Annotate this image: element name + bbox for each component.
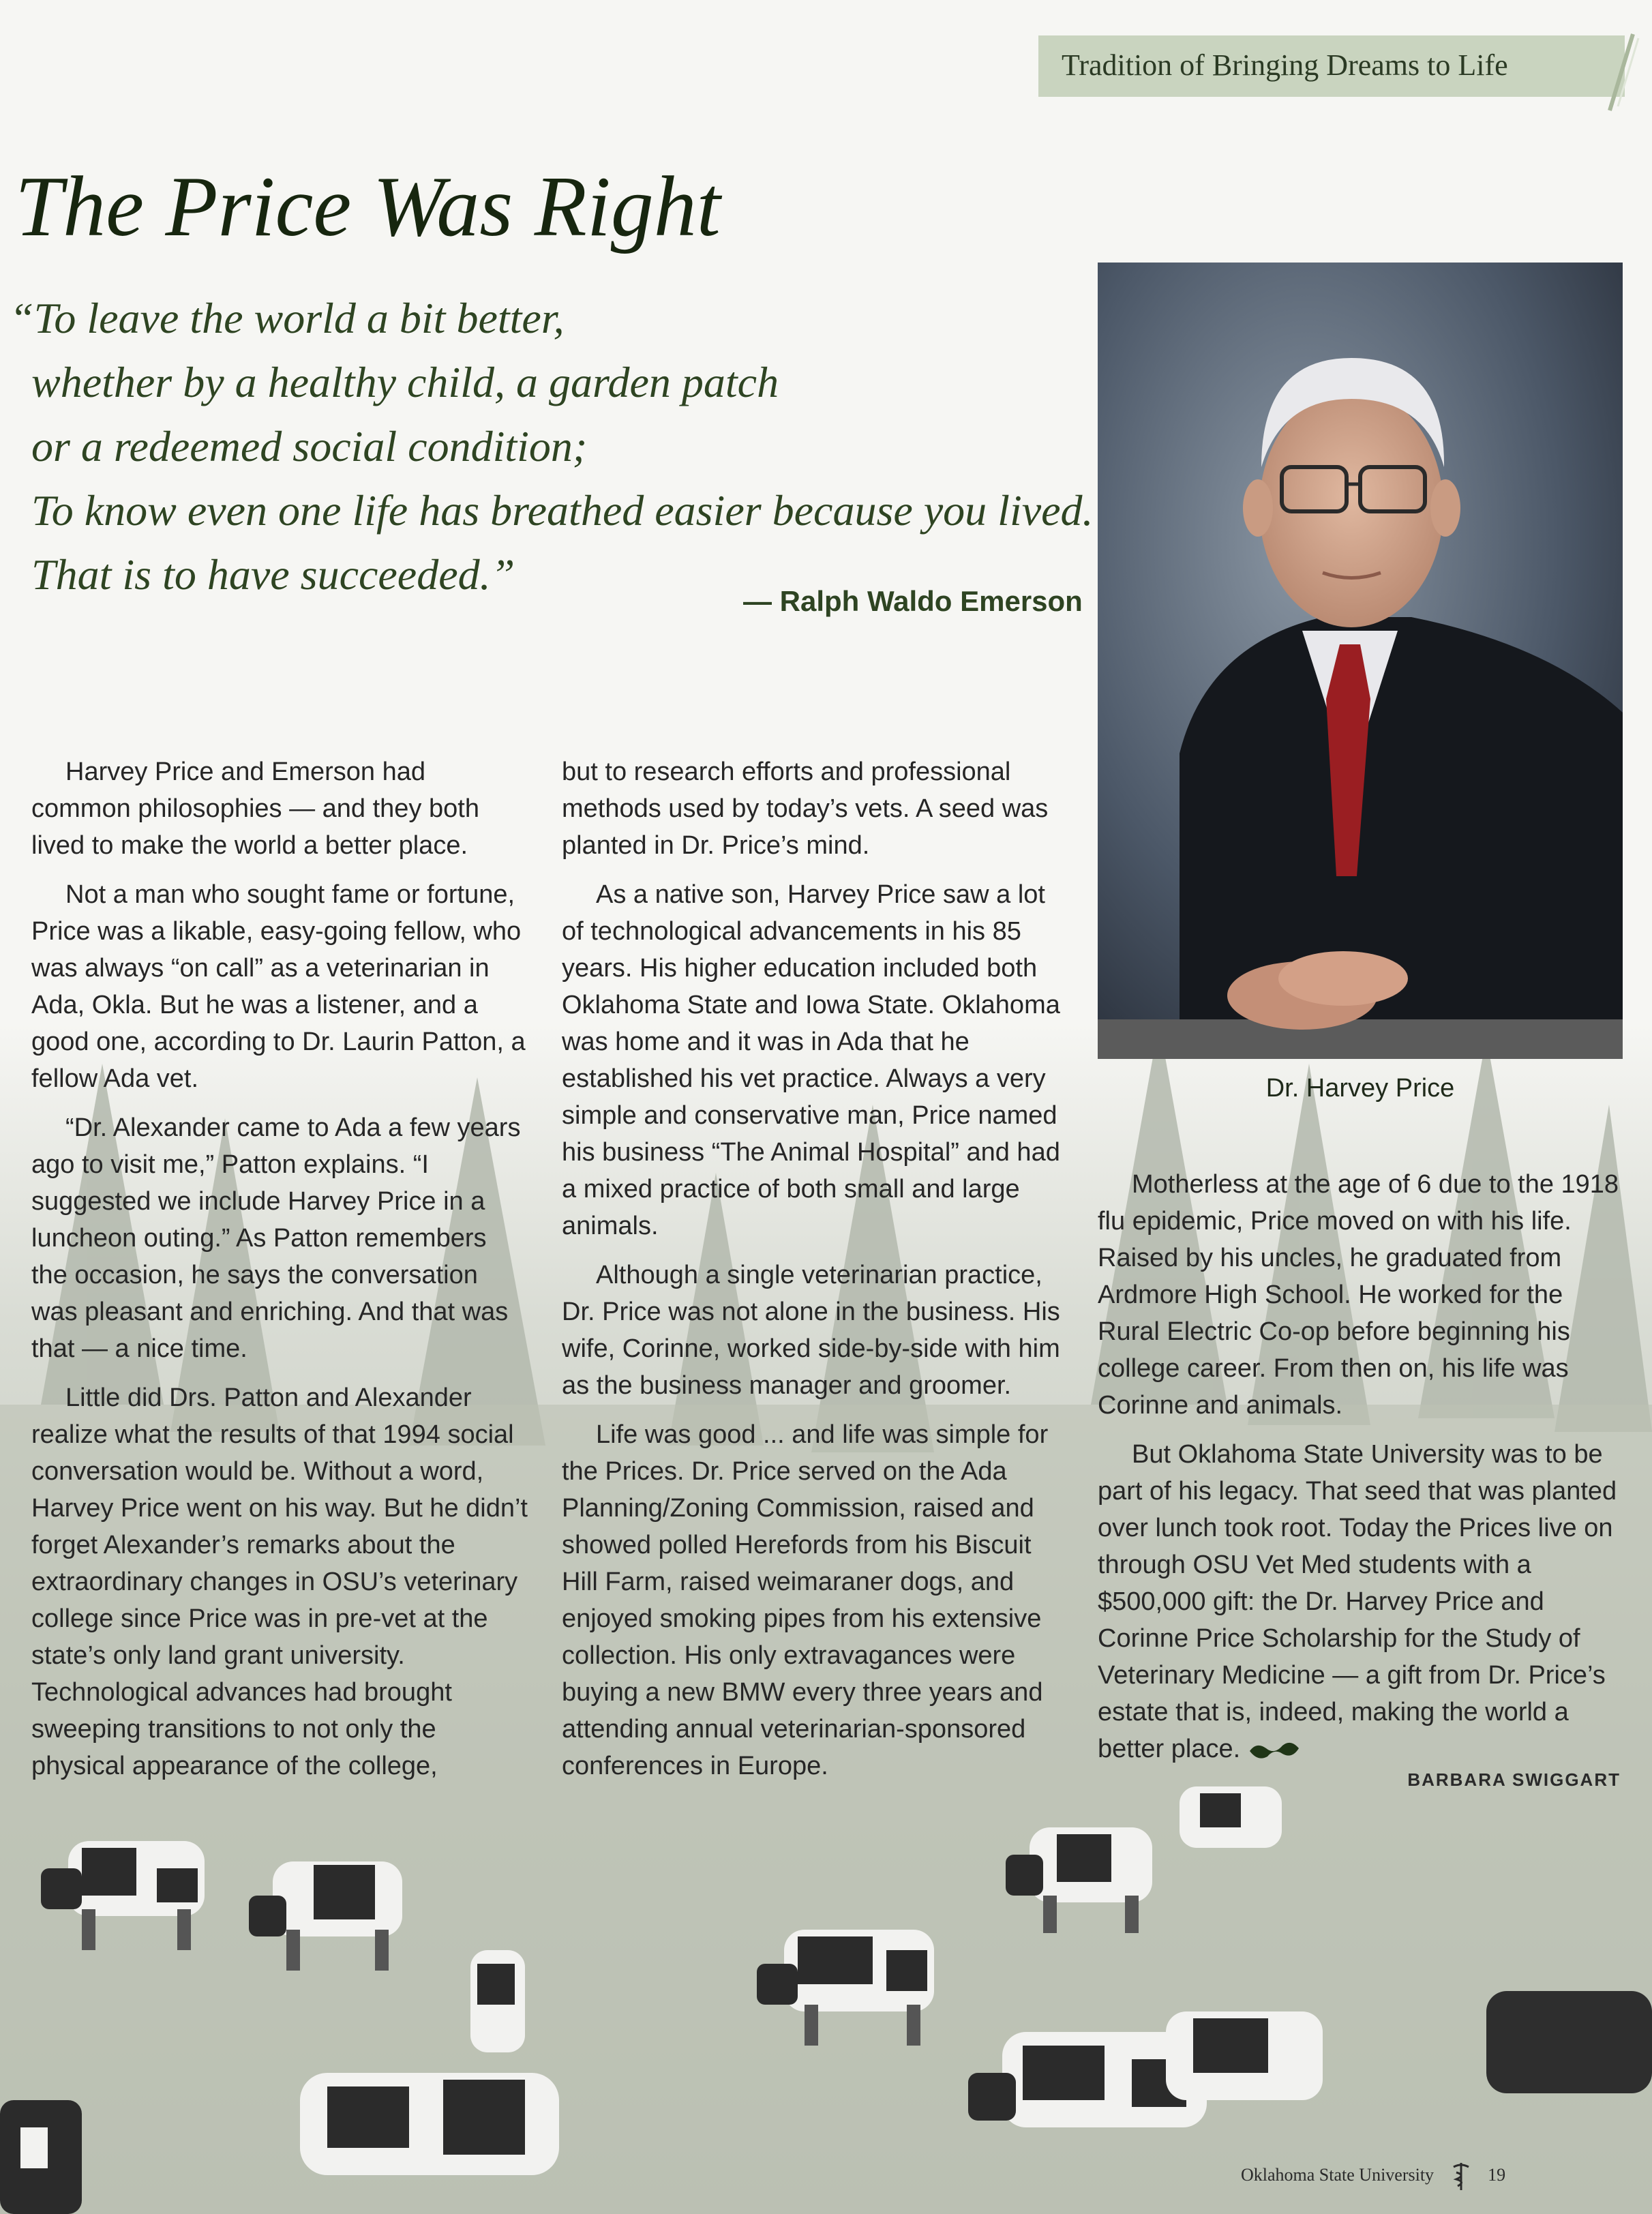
paragraph: Harvey Price and Emerson had common philosophies — and they both lived to make the world a better place. [31, 758, 479, 860]
quote-attribution: — Ralph Waldo Emerson [743, 585, 1083, 617]
paragraph: Although a single veterinarian practice, Dr. Price was not alone in the business. His wife, Corinne, worked side-by-side with him as the business manager and groomer. [562, 1261, 1060, 1400]
article-column-1 [31, 753, 529, 1797]
section-tag-bar [1038, 35, 1625, 97]
paragraph: “Dr. Alexander came to Ada a few years ago to visit me,” Patton explains. “I suggested we include Harvey Price in a luncheon outing.” As Patton remembers the occasion, he says the conversation was pleasant and enriching. And that was that — a nice time. [31, 1113, 521, 1363]
quote-line: or a redeemed social condition; [31, 422, 588, 470]
slash-ornament-icon [1597, 31, 1645, 113]
quote-line: whether by a healthy child, a garden patch [31, 358, 779, 406]
paragraph: Not a man who sought fame or fortune, Price was a likable, easy-going fellow, who was always “on call” as a veterinarian in Ada, Okla. But he was a listener, and a good one, according to Dr. Laurin Patton, a fellow Ada vet. [31, 880, 526, 1093]
paragraph: Life was good ... and life was simple for the Prices. Dr. Price served on the Ada Planning/Zoning Commission, raised and showed polled Herefords from his Biscuit Hill Farm, raised weimaraner dogs, and enjoyed smoking pipes from his extensive collection. His only extravagances were buying a new BMW every three years and attending annual veterinarian-sponsored conferences in Europe. [562, 1420, 1049, 1780]
article-column-3 [1098, 1166, 1628, 1780]
article-column-2 [562, 753, 1065, 1797]
page-footer [1241, 2161, 1505, 2191]
paragraph: Little did Drs. Patton and Alexander realize what the results of that 1994 social conversation would be. Without a word, Harvey Price went on his way. But he didn’t forget Alexander’s remarks about the extraordinary changes in OSU’s veterinary college since Price was in pre-vet at the state’s only land grant university. Technological advances had brought sweeping transitions to not only the physical appearance of the college, [31, 1383, 528, 1780]
paragraph: Motherless at the age of 6 due to the 1918 flu epidemic, Price moved on with his life. Raised by his uncles, he graduated from Ardmore High School. He worked for the Rural Electric Co-op before beginning his college career. From then on, his life was Corinne and animals. [1098, 1170, 1619, 1420]
author-byline: BARBARA SWIGGART [1407, 1769, 1621, 1790]
publication-name: Oklahoma State University [1241, 2164, 1435, 2185]
quote-line: That is to have succeeded.” [31, 550, 515, 599]
article-title: The Price Was Right [15, 160, 721, 254]
portrait-photo [1098, 263, 1623, 1059]
section-tag: Tradition of Bringing Dreams to Life [1062, 48, 1508, 82]
paragraph: As a native son, Harvey Price saw a lot of technological advancements in his 85 years. His higher education included both Oklahoma State and Iowa State. Oklahoma was home and it was in Ada that he established his vet practice. Always a very simple and conservative man, Price named his business “The Animal Hospital” and had a mixed practice of both small and large animals. [562, 880, 1060, 1240]
paragraph-text: But Oklahoma State University was to be part of his legacy. That seed that was planted over lunch took root. Today the Prices live on through OSU Vet Med students with a $500,000 gift: the Dr. Harvey Price and Corinne Price Scholarship for the Study of Veterinary Medicine — a gift from Dr. Price’s estate that is, indeed, making the world a better place. [1098, 1440, 1617, 1763]
portrait-illustration [1098, 263, 1623, 1059]
end-mark-icon [1247, 1739, 1302, 1762]
quote-line: “To leave the world a bit better, [10, 294, 565, 342]
quote-line: To know even one life has breathed easier because you lived. [31, 486, 1094, 535]
caduceus-logo-icon [1451, 2161, 1471, 2191]
page-number: 19 [1488, 2164, 1506, 2185]
photo-caption: Dr. Harvey Price [1265, 1074, 1455, 1103]
paragraph [1098, 1436, 1628, 1767]
paragraph: but to research efforts and professional methods used by today’s vets. A seed was planted in Dr. Price’s mind. [562, 758, 1049, 860]
